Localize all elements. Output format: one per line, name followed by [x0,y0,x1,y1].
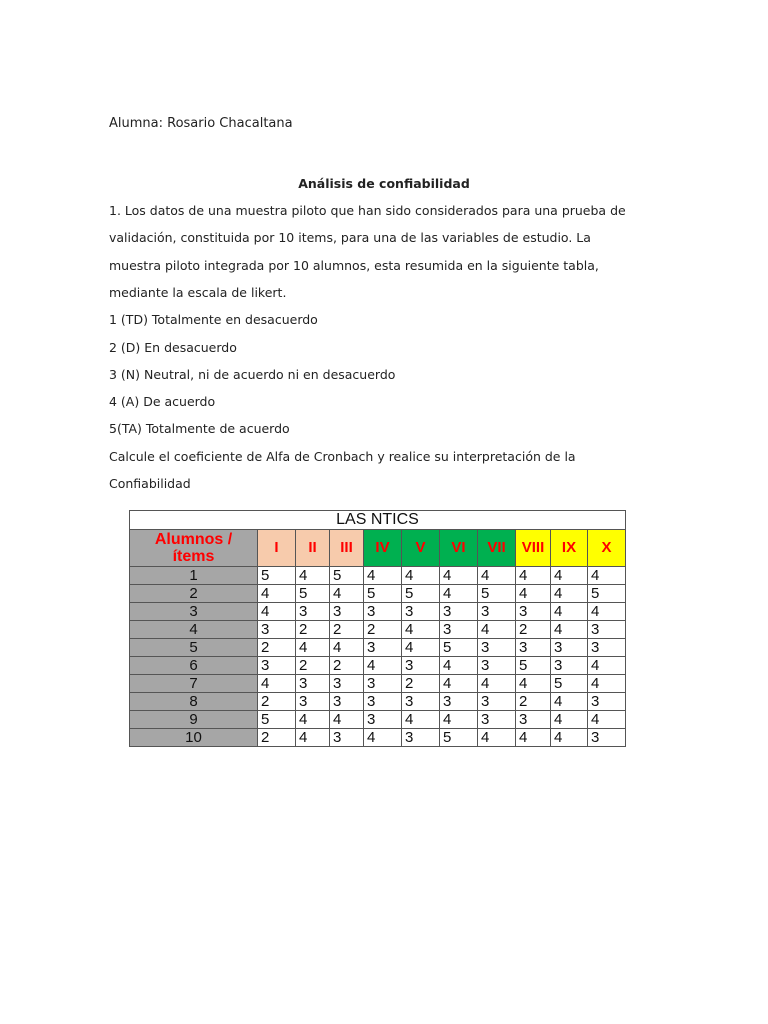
paragraph-line-4: mediante la escala de likert. [109,285,287,300]
score-cell: 3 [551,657,588,675]
score-cell: 2 [258,693,296,711]
score-cell: 3 [402,603,440,621]
score-cell: 3 [478,639,516,657]
score-cell: 5 [296,585,330,603]
score-cell: 3 [402,657,440,675]
score-cell: 3 [478,603,516,621]
score-cell: 4 [551,567,588,585]
score-cell: 2 [516,621,551,639]
score-cell: 4 [440,675,478,693]
score-cell: 3 [296,675,330,693]
ntics-table [129,510,626,747]
score-cell: 5 [440,639,478,657]
score-cell: 3 [330,603,364,621]
score-cell: 3 [440,621,478,639]
score-cell: 4 [440,657,478,675]
item-header-x: X [588,530,626,567]
student-number: 6 [130,657,258,675]
score-cell: 4 [588,675,626,693]
score-cell: 2 [330,621,364,639]
item-header-iii: III [330,530,364,567]
score-cell: 4 [364,729,402,747]
score-cell: 4 [402,639,440,657]
score-cell: 3 [330,729,364,747]
score-cell: 2 [364,621,402,639]
student-number: 1 [130,567,258,585]
score-cell: 2 [296,657,330,675]
score-cell: 3 [402,729,440,747]
item-header-viii: VIII [516,530,551,567]
instruction-line-2: Confiabilidad [109,476,191,491]
score-cell: 5 [478,585,516,603]
score-cell: 4 [440,585,478,603]
score-cell: 3 [588,621,626,639]
score-cell: 4 [516,675,551,693]
score-cell: 4 [516,729,551,747]
table-row [130,693,626,711]
score-cell: 4 [296,567,330,585]
table-header-row [130,530,626,567]
score-cell: 4 [364,567,402,585]
table-row [130,729,626,747]
score-cell: 5 [440,729,478,747]
score-cell: 3 [296,693,330,711]
score-cell: 5 [258,567,296,585]
score-cell: 4 [588,567,626,585]
corner-label-line1: Alumnos / [154,531,233,548]
table-row [130,711,626,729]
table-row [130,621,626,639]
score-cell: 4 [551,585,588,603]
score-cell: 2 [258,729,296,747]
score-cell: 4 [588,711,626,729]
student-number: 7 [130,675,258,693]
scale-item-3: 3 (N) Neutral, ni de acuerdo ni en desacuerdo [109,367,396,382]
score-cell: 2 [330,657,364,675]
item-header-iv: IV [364,530,402,567]
item-header-vii: VII [478,530,516,567]
score-cell: 4 [516,567,551,585]
score-cell: 4 [588,657,626,675]
table-row [130,675,626,693]
score-cell: 3 [588,693,626,711]
item-header-ix: IX [551,530,588,567]
table-caption-row [130,511,626,530]
score-cell: 3 [588,729,626,747]
score-cell: 4 [551,621,588,639]
scale-item-4: 4 (A) De acuerdo [109,394,216,409]
score-cell: 4 [330,585,364,603]
student-number: 9 [130,711,258,729]
score-cell: 4 [551,711,588,729]
score-cell: 4 [296,711,330,729]
score-cell: 3 [330,693,364,711]
paragraph-line-1: 1. Los datos de una muestra piloto que han sido considerados para una prueba de [109,203,626,218]
scale-item-2: 2 (D) En desacuerdo [109,340,237,355]
score-cell: 4 [478,675,516,693]
score-cell: 5 [551,675,588,693]
score-cell: 3 [516,711,551,729]
score-cell: 3 [478,657,516,675]
score-cell: 3 [440,693,478,711]
score-cell: 2 [296,621,330,639]
score-cell: 3 [440,603,478,621]
corner-label-line2: ítems [172,548,215,565]
score-cell: 4 [588,603,626,621]
score-cell: 4 [440,711,478,729]
score-cell: 3 [296,603,330,621]
score-cell: 2 [402,675,440,693]
score-cell: 4 [296,729,330,747]
score-cell: 3 [516,603,551,621]
student-number: 8 [130,693,258,711]
table-caption: LAS NTICS [130,511,626,530]
score-cell: 3 [364,675,402,693]
scale-item-1: 1 (TD) Totalmente en desacuerdo [109,312,318,327]
table-corner-header [130,530,258,567]
score-cell: 4 [258,603,296,621]
score-cell: 4 [551,693,588,711]
item-header-ii: II [296,530,330,567]
table-row [130,603,626,621]
table-row [130,585,626,603]
score-cell: 4 [551,729,588,747]
score-cell: 5 [402,585,440,603]
score-cell: 4 [258,585,296,603]
score-cell: 3 [402,693,440,711]
student-number: 5 [130,639,258,657]
score-cell: 4 [258,675,296,693]
table-row [130,567,626,585]
score-cell: 3 [330,675,364,693]
score-cell: 4 [478,567,516,585]
scale-item-5: 5(TA) Totalmente de acuerdo [109,421,290,436]
score-cell: 3 [258,657,296,675]
paragraph-line-3: muestra piloto integrada por 10 alumnos, esta resumida en la siguiente tabla, [109,258,599,273]
student-name: Alumna: Rosario Chacaltana [109,116,293,131]
score-cell: 4 [330,711,364,729]
score-cell: 4 [551,603,588,621]
score-cell: 3 [364,639,402,657]
score-cell: 4 [330,639,364,657]
score-cell: 3 [364,711,402,729]
table-body [130,567,626,747]
score-cell: 3 [258,621,296,639]
score-cell: 3 [551,639,588,657]
score-cell: 4 [402,711,440,729]
table-row [130,657,626,675]
score-cell: 3 [478,711,516,729]
score-cell: 5 [258,711,296,729]
score-cell: 4 [440,567,478,585]
score-cell: 5 [516,657,551,675]
score-cell: 4 [364,657,402,675]
score-cell: 5 [330,567,364,585]
item-header-v: V [402,530,440,567]
score-cell: 3 [478,693,516,711]
item-header-vi: VI [440,530,478,567]
paragraph-line-2: validación, constituida por 10 items, para una de las variables de estudio. La [109,230,591,245]
score-cell: 3 [364,693,402,711]
document-title: Análisis de confiabilidad [298,176,470,191]
table-row [130,639,626,657]
student-number: 3 [130,603,258,621]
score-cell: 4 [478,729,516,747]
student-number: 2 [130,585,258,603]
score-cell: 4 [402,567,440,585]
student-number: 4 [130,621,258,639]
score-cell: 3 [588,639,626,657]
student-number: 10 [130,729,258,747]
score-cell: 4 [516,585,551,603]
instruction-line-1: Calcule el coeficiente de Alfa de Cronbach y realice su interpretación de la [109,449,576,464]
score-cell: 3 [364,603,402,621]
score-cell: 2 [516,693,551,711]
score-cell: 5 [364,585,402,603]
score-cell: 4 [402,621,440,639]
score-cell: 3 [516,639,551,657]
item-header-i: I [258,530,296,567]
score-cell: 4 [478,621,516,639]
score-cell: 4 [296,639,330,657]
score-cell: 2 [258,639,296,657]
score-cell: 5 [588,585,626,603]
